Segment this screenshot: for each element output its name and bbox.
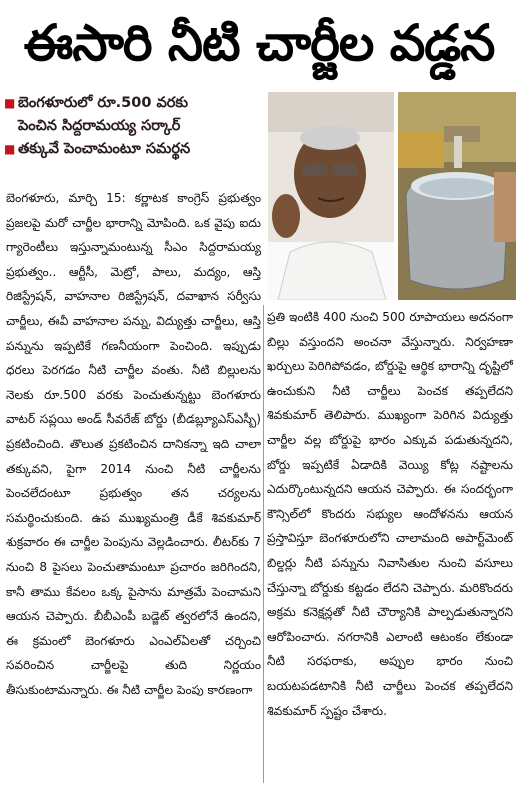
bullet-item-1-continuation [4,115,266,138]
photo-cm-and-water-pot [268,92,516,300]
bullet-item-1 [4,92,266,115]
bullet-item-2 [4,138,266,161]
bullet-2-text: తక్కువే పెంచామంటూ సమర్థన [18,141,191,157]
bullet-square-icon: ■ [4,96,16,110]
bullet-1-line-1: బెంగళూరులో రూ.500 వరకు [18,95,188,111]
bullet-square-icon: ■ [4,142,16,156]
article-text-column-2: ప్రతి ఇంటికి 400 నుంచి 500 రూపాయలు అదనంగా బిల్లు వస్తుందని అంచనా వేస్తున్నారు. నిర్వహణా ఖర్చులు పెరిగిపోవడం, బోర్డుపై ఆర్థిక భారాన్ని దృష్టిలో ఉంచుకుని నీటి చార్జీలు పెంచక తప్పలేదని శివకుమార్ తెలిపారు. ముఖ్యంగా పెరిగిన విద్యుత్తు చార్జీల వల్ల బోర్డుపై భారం ఎక్కువ పడుతున్నదని, బోర్డు ఇప్పటికే ఏడాదికి వెయ్యి కోట్ల నష్టాలను ఎదుర్కొంటున్నదని ఆయన చెప్పారు. ఈ సందర్భంగా కౌన్సిల్‌లో కొందరు సభ్యుల ఆందోళనను ఆయన ప్రస్తావిస్తూ బెంగళూరులోని చాలామంది అపార్ట్‌మెంట్ బిల్డర్లు నీటి పన్నును నివాసితుల నుంచి వసూలు చేస్తున్నా బోర్డుకు కట్టడం లేదని చెప్పారు. మరికొందరు అక్రమ కనెక్షన్లతో నీటి చౌర్యానికి పాల్పడుతున్నారని ఆరోపించారు. నగరానికి ఎలాంటి ఆటంకం లేకుండా నీటి సరఫరాకు, అప్పుల భారం నుంచి బయటపడటానికి నీటి చార్జీలు పెంచక తప్పలేదని శివకుమార్ స్పష్టం చేశారు. [267,310,513,718]
headline: ఈసారి నీటి చార్జీల వడ్డన [23,14,495,72]
article-text-column-1: బెంగళూరు, మార్చి 15: కర్ణాటక కాంగ్రెస్ ప్రభుత్వం ప్రజలపై మరో చార్జీల భారాన్ని మోపింది. ఒక వైపు ఐదు గ్యారెంటీలు ఇస్తున్నామంటున్న సీఎం సిద్దరామయ్య ప్రభుత్వం.. ఆర్టీసీ, మెట్రో, పాలు, మద్యం, ఆస్తి రిజిస్ట్రేషన్, వాహనాల రిజిస్ట్రేషన్, దవాఖాన సర్వీసు చార్జీలు, ఈవీ వాహనాల పన్ను, విద్యుత్తు చార్జీలు, ఆస్తి పన్నును ఇప్పటికే గణనీయంగా పెంచింది. ఇప్పుడు ధరలు పెరగడం నీటి చార్జీల వంతు. నీటి బిల్లులను నెలకు రూ.500 వరకు పెంచుతున్నట్టు బెంగళూరు వాటర్ సప్లయి అండ్ సీవరేజ్ బోర్డు (బీడబ్ల్యూఎస్ఎస్బీ) ప్రకటించింది. తొలుత ప్రకటించిన దానికన్నా ఇది చాలా తక్కువని, పైగా 2014 నుంచి నీటి చార్జీలను పెంచలేదంటూ ప్రభుత్వం తన చర్యలను సమర్థించుకుంది. ఉప ముఖ్యమంత్రి డీకే శివకుమార్ శుక్రవారం ఈ చార్జీల పెంపును వెల్లడించారు. లీటర్‌కు 7 నుంచి 8 పైసలు పెంచుతామంటూ ప్రచారం జరిగిందని, కానీ తాము కేవలం ఒక్క పైసాను మాత్రమే పెంచామని ఆయన చెప్పారు. బీబీఎంపీ బడ్జెట్ త్వరలోనే ఉందని, ఈ క్రమంలో బెంగళూరు ఎంఎల్ఏలతో చర్చించి సవరించిన చార్జీలపై తుది నిర్ణయం తీసుకుంటామన్నారు. ఈ నీటి చార్జీల పెంపు కారణంగా [6,191,261,697]
column-divider [263,305,264,783]
bullet-1-line-2: పెంచిన సిద్దరామయ్య సర్కార్ [18,118,181,134]
subheadline-bullets [4,92,266,161]
article-column-2 [267,305,513,723]
news-photo [268,92,516,300]
article-column-1 [6,186,261,702]
